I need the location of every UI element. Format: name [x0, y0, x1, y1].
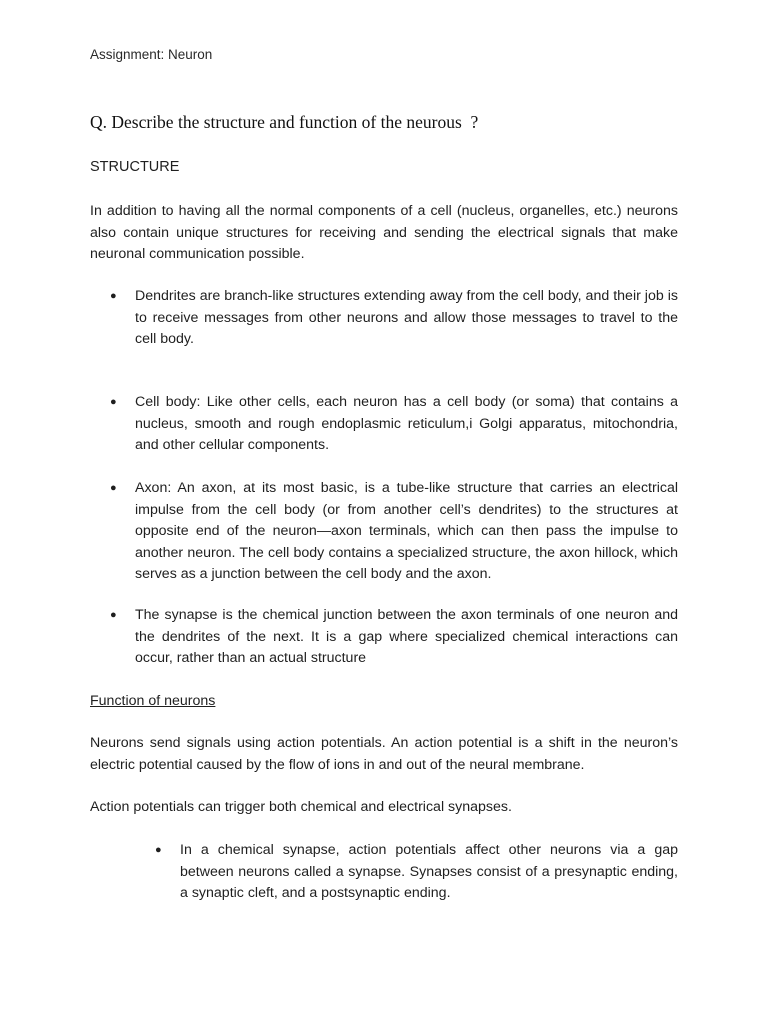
- function-paragraph-1: Neurons send signals using action potentials. An action potential is a shift in the neuron’s electric potential caused by the flow of ions in and out of the neural membrane.: [90, 735, 678, 773]
- bullet-dot-icon: ●: [110, 609, 117, 621]
- bullet-dot-icon: ●: [155, 844, 162, 856]
- list-item: [110, 286, 678, 351]
- list-item: [110, 392, 678, 457]
- bullet-text-dendrites: Dendrites are branch-like structures extending away from the cell body, and their job is to receive messages from other neurons and allow those messages to travel to the cell body.: [135, 288, 678, 347]
- list-item: [155, 840, 678, 905]
- bullet-text-chemical-synapse: In a chemical synapse, action potentials affect other neurons via a gap between neurons called a synapse. Synapses consist of a presynaptic ending, a synaptic cleft, and a postsynaptic ending.: [180, 842, 678, 901]
- question-title: Q. Describe the structure and function of the neurous ?: [90, 112, 479, 132]
- structure-bullet-item: [110, 478, 678, 586]
- function-heading: Function of neurons: [90, 693, 216, 709]
- list-item: [110, 478, 678, 586]
- structure-bullet-item: [110, 392, 678, 457]
- bullet-text-synapse: The synapse is the chemical junction between the axon terminals of one neuron and the dendrites of the next. It is a gap where specialized chemical interactions can occur, rather than an actual structure: [135, 607, 678, 666]
- structure-bullet-item: [110, 286, 678, 351]
- structure-heading: STRUCTURE: [90, 159, 180, 175]
- document-header: Assignment: Neuron: [90, 47, 213, 62]
- list-item: [110, 605, 678, 670]
- bullet-text-cell-body: Cell body: Like other cells, each neuron has a cell body (or soma) that contains a nucleus, smooth and rough endoplasmic reticulum,i Golgi apparatus, mitochondria, and other cellular components.: [135, 394, 678, 453]
- bullet-dot-icon: ●: [110, 396, 117, 408]
- bullet-dot-icon: ●: [110, 482, 117, 494]
- bullet-dot-icon: ●: [110, 290, 117, 302]
- function-paragraph-2: Action potentials can trigger both chemical and electrical synapses.: [90, 799, 512, 815]
- function-bullet-item: [155, 840, 678, 905]
- structure-bullet-item: [110, 605, 678, 670]
- structure-intro-paragraph: In addition to having all the normal components of a cell (nucleus, organelles, etc.) neurons also contain unique structures for receiving and sending the electrical signals that make neuronal communication possible.: [90, 203, 678, 262]
- bullet-text-axon: Axon: An axon, at its most basic, is a tube-like structure that carries an electrical impulse from the cell body (or from another cell’s dendrites) to the structures at opposite end of the neuron—axon terminals, which can then pass the impulse to another neuron. The cell body contains a specialized structure, the axon hillock, which serves as a junction between the cell body and the axon.: [135, 480, 678, 582]
